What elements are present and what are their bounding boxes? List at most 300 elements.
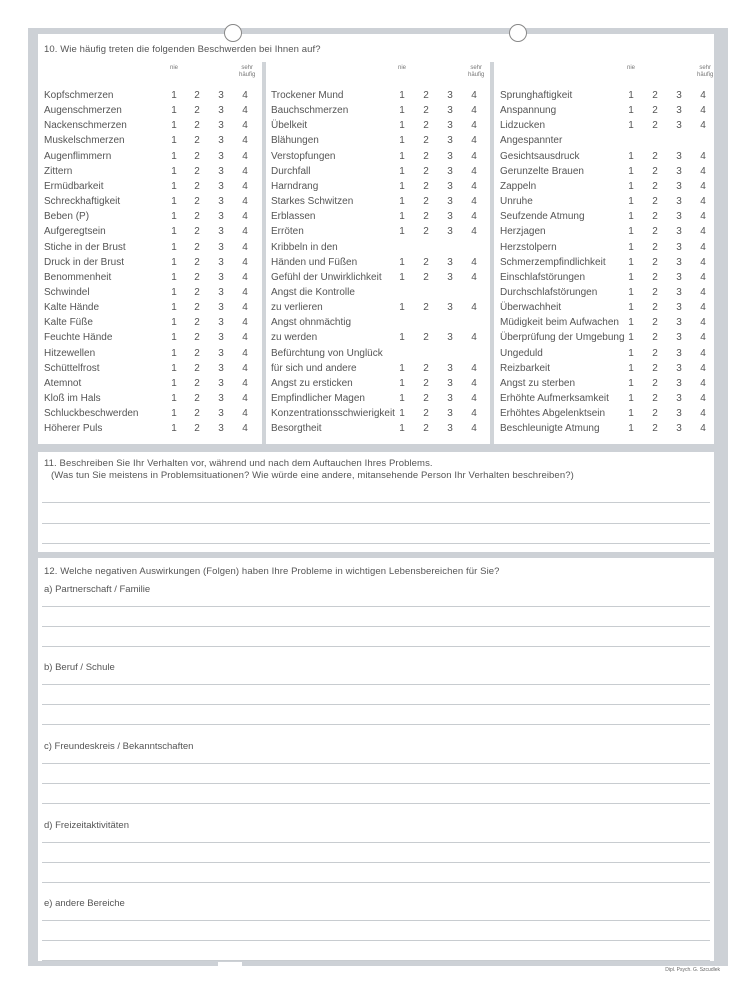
rating-option-3[interactable]: 3	[447, 165, 453, 177]
rating-option-2[interactable]: 2	[194, 196, 200, 208]
rating-option-1[interactable]: 1	[399, 423, 405, 435]
rating-option-4[interactable]: 4	[471, 302, 477, 314]
rating-option-1[interactable]: 1	[171, 286, 177, 298]
rating-option-1[interactable]: 1	[399, 226, 405, 238]
rating-option-4[interactable]: 4	[471, 120, 477, 132]
rating-option-2[interactable]: 2	[194, 105, 200, 117]
symptom-row	[44, 90, 274, 105]
rating-option-1[interactable]: 1	[399, 180, 405, 192]
rating-option-4[interactable]: 4	[700, 393, 706, 404]
symptom-label: Konzentrationsschwierigkeit	[271, 408, 395, 420]
rating-option-2[interactable]: 2	[194, 135, 200, 147]
rating-option-1[interactable]: 1	[399, 120, 405, 132]
rating-option-4[interactable]: 4	[242, 241, 248, 253]
rating-option-3[interactable]: 3	[218, 196, 224, 208]
symptom-label: Erhöhte Aufmerksamkeit	[500, 393, 609, 404]
answer-line[interactable]	[42, 862, 710, 863]
rating-option-2[interactable]: 2	[652, 317, 658, 329]
rating-option-3[interactable]: 3	[447, 226, 453, 238]
rating-option-4[interactable]: 4	[242, 120, 248, 132]
rating-option-3[interactable]: 3	[218, 377, 224, 389]
rating-option-3[interactable]: 3	[218, 150, 224, 162]
rating-option-4[interactable]: 4	[700, 196, 706, 208]
answer-line[interactable]	[42, 960, 710, 961]
rating-option-2[interactable]: 2	[423, 332, 429, 344]
rating-option-1[interactable]: 1	[628, 150, 634, 162]
rating-option-4[interactable]: 4	[700, 332, 706, 344]
rating-option-4[interactable]: 4	[242, 317, 248, 329]
symptom-row	[271, 302, 501, 317]
rating-option-4[interactable]: 4	[700, 150, 706, 162]
rating-option-3[interactable]: 3	[447, 180, 453, 192]
rating-option-2[interactable]: 2	[652, 105, 658, 117]
rating-option-1[interactable]: 1	[399, 105, 405, 117]
rating-option-4[interactable]: 4	[471, 393, 477, 404]
rating-option-1[interactable]: 1	[171, 90, 177, 101]
answer-line[interactable]	[42, 626, 710, 627]
rating-option-1[interactable]: 1	[628, 256, 634, 268]
rating-option-4[interactable]: 4	[242, 256, 248, 268]
rating-option-4[interactable]: 4	[471, 362, 477, 374]
rating-option-4[interactable]: 4	[242, 271, 248, 283]
rating-option-3[interactable]: 3	[447, 408, 453, 420]
rating-option-3[interactable]: 3	[676, 226, 682, 238]
rating-option-1[interactable]: 1	[171, 408, 177, 420]
rating-option-1[interactable]: 1	[399, 150, 405, 162]
rating-option-2[interactable]: 2	[652, 286, 658, 298]
rating-option-3[interactable]: 3	[676, 317, 682, 329]
rating-option-2[interactable]: 2	[194, 347, 200, 359]
rating-option-1[interactable]: 1	[628, 165, 634, 177]
rating-option-4[interactable]: 4	[242, 362, 248, 374]
rating-option-3[interactable]: 3	[447, 302, 453, 314]
rating-option-3[interactable]: 3	[676, 150, 682, 162]
rating-option-1[interactable]: 1	[628, 393, 634, 404]
rating-option-4[interactable]: 4	[471, 408, 477, 420]
symptom-label: Schmerzempfindlichkeit	[500, 256, 606, 268]
answer-line[interactable]	[42, 783, 710, 784]
scale-low-label: nie	[170, 65, 179, 71]
rating-option-2[interactable]: 2	[194, 271, 200, 283]
rating-option-4[interactable]: 4	[700, 211, 706, 223]
rating-option-3[interactable]: 3	[447, 211, 453, 223]
rating-option-1[interactable]: 1	[628, 241, 634, 253]
rating-option-2[interactable]: 2	[423, 211, 429, 223]
rating-option-3[interactable]: 3	[676, 271, 682, 283]
rating-option-1[interactable]: 1	[171, 241, 177, 253]
symptom-label: Besorgtheit	[271, 423, 322, 435]
rating-option-1[interactable]: 1	[171, 211, 177, 223]
area-label: d) Freizeitaktivitäten	[44, 820, 130, 831]
rating-option-4[interactable]: 4	[242, 347, 248, 359]
rating-option-3[interactable]: 3	[676, 165, 682, 177]
rating-option-1[interactable]: 1	[399, 135, 405, 147]
rating-option-2[interactable]: 2	[194, 211, 200, 223]
symptom-label: Zittern	[44, 165, 73, 177]
answer-line[interactable]	[42, 606, 710, 607]
rating-option-4[interactable]: 4	[471, 105, 477, 117]
rating-option-2[interactable]: 2	[194, 241, 200, 253]
rating-option-2[interactable]: 2	[194, 90, 200, 101]
rating-option-4[interactable]: 4	[700, 302, 706, 314]
answer-line[interactable]	[42, 882, 710, 883]
answer-line[interactable]	[42, 920, 710, 921]
rating-option-3[interactable]: 3	[676, 332, 682, 344]
rating-option-3[interactable]: 3	[676, 347, 682, 359]
rating-option-3[interactable]: 3	[676, 256, 682, 268]
rating-option-4[interactable]: 4	[700, 317, 706, 329]
rating-option-1[interactable]: 1	[171, 256, 177, 268]
rating-option-3[interactable]: 3	[676, 377, 682, 389]
rating-option-2[interactable]: 2	[423, 302, 429, 314]
rating-option-1[interactable]: 1	[628, 90, 634, 101]
rating-option-4[interactable]: 4	[242, 165, 248, 177]
symptom-label: Befürchtung von Unglück	[271, 347, 383, 359]
rating-option-4[interactable]: 4	[700, 165, 706, 177]
rating-option-3[interactable]: 3	[447, 135, 453, 147]
rating-option-1[interactable]: 1	[171, 135, 177, 147]
rating-option-2[interactable]: 2	[194, 317, 200, 329]
rating-option-1[interactable]: 1	[171, 423, 177, 435]
rating-option-1[interactable]: 1	[628, 302, 634, 314]
rating-option-2[interactable]: 2	[652, 408, 658, 420]
rating-option-1[interactable]: 1	[171, 347, 177, 359]
rating-option-1[interactable]: 1	[171, 271, 177, 283]
rating-option-2[interactable]: 2	[652, 377, 658, 389]
symptom-label: Ungeduld	[500, 347, 543, 359]
symptom-row	[271, 135, 501, 150]
rating-option-4[interactable]: 4	[471, 150, 477, 162]
rating-option-4[interactable]: 4	[700, 226, 706, 238]
rating-option-4[interactable]: 4	[471, 90, 477, 101]
rating-option-4[interactable]: 4	[242, 302, 248, 314]
rating-option-3[interactable]: 3	[218, 90, 224, 101]
rating-option-2[interactable]: 2	[652, 271, 658, 283]
rating-option-3[interactable]: 3	[218, 256, 224, 268]
rating-option-1[interactable]: 1	[171, 302, 177, 314]
rating-option-4[interactable]: 4	[242, 393, 248, 404]
rating-option-3[interactable]: 3	[676, 393, 682, 404]
rating-option-4[interactable]: 4	[700, 271, 706, 283]
rating-option-3[interactable]: 3	[447, 393, 453, 404]
symptom-row	[500, 363, 730, 378]
rating-option-2[interactable]: 2	[194, 150, 200, 162]
rating-option-3[interactable]: 3	[218, 135, 224, 147]
rating-option-1[interactable]: 1	[399, 393, 405, 404]
rating-option-2[interactable]: 2	[194, 120, 200, 132]
rating-option-2[interactable]: 2	[423, 393, 429, 404]
rating-option-4[interactable]: 4	[471, 211, 477, 223]
rating-option-4[interactable]: 4	[471, 271, 477, 283]
rating-option-2[interactable]: 2	[194, 165, 200, 177]
scale-low-label: nie	[627, 65, 636, 71]
rating-option-4[interactable]: 4	[242, 90, 248, 101]
rating-option-2[interactable]: 2	[423, 423, 429, 435]
rating-option-3[interactable]: 3	[676, 302, 682, 314]
rating-option-3[interactable]: 3	[447, 271, 453, 283]
rating-option-1[interactable]: 1	[399, 332, 405, 344]
rating-option-4[interactable]: 4	[700, 180, 706, 192]
rating-option-4[interactable]: 4	[242, 423, 248, 435]
rating-option-1[interactable]: 1	[171, 105, 177, 117]
rating-option-2[interactable]: 2	[652, 165, 658, 177]
symptom-row	[500, 302, 730, 317]
rating-option-2[interactable]: 2	[652, 347, 658, 359]
symptom-row	[500, 242, 730, 257]
rating-option-1[interactable]: 1	[628, 180, 634, 192]
rating-option-4[interactable]: 4	[471, 135, 477, 147]
rating-option-4[interactable]: 4	[700, 408, 706, 420]
rating-option-2[interactable]: 2	[652, 226, 658, 238]
rating-option-3[interactable]: 3	[447, 362, 453, 374]
rating-option-4[interactable]: 4	[471, 226, 477, 238]
rating-option-2[interactable]: 2	[423, 135, 429, 147]
rating-option-3[interactable]: 3	[447, 120, 453, 132]
rating-option-1[interactable]: 1	[399, 256, 405, 268]
rating-option-1[interactable]: 1	[628, 271, 634, 283]
rating-option-2[interactable]: 2	[194, 256, 200, 268]
rating-option-2[interactable]: 2	[652, 241, 658, 253]
rating-option-2[interactable]: 2	[423, 150, 429, 162]
rating-option-1[interactable]: 1	[171, 317, 177, 329]
rating-option-3[interactable]: 3	[218, 120, 224, 132]
rating-option-1[interactable]: 1	[399, 211, 405, 223]
rating-option-2[interactable]: 2	[423, 196, 429, 208]
symptom-label: Angst die Kontrolle	[271, 286, 355, 298]
rating-option-4[interactable]: 4	[242, 135, 248, 147]
rating-option-2[interactable]: 2	[652, 302, 658, 314]
answer-line[interactable]	[42, 763, 710, 764]
rating-option-4[interactable]: 4	[700, 90, 706, 101]
rating-option-2[interactable]: 2	[194, 180, 200, 192]
rating-option-3[interactable]: 3	[218, 332, 224, 344]
answer-line[interactable]	[42, 704, 710, 705]
rating-option-3[interactable]: 3	[676, 241, 682, 253]
rating-option-1[interactable]: 1	[171, 393, 177, 404]
rating-option-1[interactable]: 1	[171, 196, 177, 208]
symptom-row	[500, 120, 730, 135]
rating-option-2[interactable]: 2	[652, 196, 658, 208]
rating-option-4[interactable]: 4	[471, 196, 477, 208]
rating-option-3[interactable]: 3	[676, 180, 682, 192]
rating-option-1[interactable]: 1	[171, 377, 177, 389]
rating-option-3[interactable]: 3	[447, 90, 453, 101]
rating-option-2[interactable]: 2	[652, 393, 658, 404]
rating-option-3[interactable]: 3	[218, 271, 224, 283]
rating-option-2[interactable]: 2	[194, 226, 200, 238]
rating-option-3[interactable]: 3	[676, 286, 682, 298]
rating-option-2[interactable]: 2	[652, 332, 658, 344]
symptom-label: Druck in der Brust	[44, 256, 125, 268]
rating-option-3[interactable]: 3	[676, 211, 682, 223]
rating-option-3[interactable]: 3	[218, 347, 224, 359]
rating-option-1[interactable]: 1	[171, 332, 177, 344]
rating-option-1[interactable]: 1	[171, 150, 177, 162]
rating-option-3[interactable]: 3	[447, 196, 453, 208]
rating-option-1[interactable]: 1	[171, 226, 177, 238]
symptom-label: Ermüdbarkeit	[44, 180, 104, 192]
rating-option-3[interactable]: 3	[218, 226, 224, 238]
answer-line[interactable]	[42, 502, 710, 503]
rating-option-4[interactable]: 4	[242, 332, 248, 344]
rating-option-3[interactable]: 3	[447, 332, 453, 344]
rating-option-2[interactable]: 2	[652, 211, 658, 223]
rating-option-3[interactable]: 3	[676, 90, 682, 101]
rating-option-3[interactable]: 3	[218, 408, 224, 420]
rating-option-2[interactable]: 2	[194, 393, 200, 404]
rating-option-1[interactable]: 1	[628, 105, 634, 117]
rating-option-2[interactable]: 2	[194, 408, 200, 420]
rating-option-3[interactable]: 3	[676, 120, 682, 132]
rating-option-3[interactable]: 3	[218, 241, 224, 253]
rating-option-4[interactable]: 4	[242, 286, 248, 298]
rating-option-4[interactable]: 4	[471, 332, 477, 344]
rating-option-1[interactable]: 1	[628, 226, 634, 238]
rating-option-4[interactable]: 4	[700, 105, 706, 117]
rating-option-4[interactable]: 4	[242, 196, 248, 208]
rating-option-4[interactable]: 4	[471, 256, 477, 268]
rating-option-3[interactable]: 3	[676, 408, 682, 420]
rating-option-1[interactable]: 1	[628, 332, 634, 344]
symptom-label: Empfindlicher Magen	[271, 393, 365, 404]
rating-option-2[interactable]: 2	[423, 180, 429, 192]
rating-option-2[interactable]: 2	[652, 90, 658, 101]
symptom-row	[500, 257, 730, 272]
rating-option-3[interactable]: 3	[218, 105, 224, 117]
rating-option-1[interactable]: 1	[399, 165, 405, 177]
rating-option-2[interactable]: 2	[423, 165, 429, 177]
rating-option-2[interactable]: 2	[423, 377, 429, 389]
rating-option-1[interactable]: 1	[399, 362, 405, 374]
rating-option-1[interactable]: 1	[628, 377, 634, 389]
rating-option-4[interactable]: 4	[700, 256, 706, 268]
rating-option-4[interactable]: 4	[242, 180, 248, 192]
rating-option-2[interactable]: 2	[194, 377, 200, 389]
answer-line[interactable]	[42, 940, 710, 941]
rating-option-4[interactable]: 4	[242, 226, 248, 238]
rating-option-4[interactable]: 4	[700, 241, 706, 253]
rating-option-2[interactable]: 2	[194, 286, 200, 298]
rating-option-2[interactable]: 2	[423, 362, 429, 374]
rating-option-3[interactable]: 3	[218, 393, 224, 404]
rating-option-2[interactable]: 2	[423, 90, 429, 101]
rating-option-4[interactable]: 4	[242, 105, 248, 117]
rating-option-4[interactable]: 4	[242, 408, 248, 420]
rating-option-2[interactable]: 2	[652, 150, 658, 162]
rating-option-1[interactable]: 1	[399, 90, 405, 101]
rating-option-1[interactable]: 1	[628, 286, 634, 298]
rating-option-4[interactable]: 4	[242, 150, 248, 162]
answer-line[interactable]	[42, 646, 710, 647]
rating-option-4[interactable]: 4	[242, 377, 248, 389]
rating-option-1[interactable]: 1	[399, 271, 405, 283]
rating-option-2[interactable]: 2	[194, 362, 200, 374]
rating-option-1[interactable]: 1	[628, 423, 634, 435]
rating-option-4[interactable]: 4	[471, 423, 477, 435]
rating-option-2[interactable]: 2	[423, 120, 429, 132]
rating-option-2[interactable]: 2	[652, 362, 658, 374]
rating-option-2[interactable]: 2	[652, 256, 658, 268]
rating-option-2[interactable]: 2	[423, 226, 429, 238]
rating-option-2[interactable]: 2	[652, 423, 658, 435]
rating-option-1[interactable]: 1	[628, 408, 634, 420]
rating-option-3[interactable]: 3	[218, 211, 224, 223]
rating-option-3[interactable]: 3	[218, 165, 224, 177]
rating-option-1[interactable]: 1	[628, 362, 634, 374]
rating-option-1[interactable]: 1	[628, 211, 634, 223]
rating-option-3[interactable]: 3	[218, 180, 224, 192]
rating-option-4[interactable]: 4	[471, 180, 477, 192]
rating-option-3[interactable]: 3	[676, 105, 682, 117]
rating-option-1[interactable]: 1	[399, 377, 405, 389]
answer-line[interactable]	[42, 543, 710, 544]
rating-option-1[interactable]: 1	[171, 362, 177, 374]
answer-line[interactable]	[42, 684, 710, 685]
rating-option-4[interactable]: 4	[700, 120, 706, 132]
rating-option-3[interactable]: 3	[218, 302, 224, 314]
symptom-row	[500, 317, 730, 332]
rating-option-2[interactable]: 2	[194, 302, 200, 314]
rating-option-1[interactable]: 1	[628, 120, 634, 132]
rating-option-1[interactable]: 1	[628, 317, 634, 329]
rating-option-3[interactable]: 3	[676, 423, 682, 435]
answer-line[interactable]	[42, 724, 710, 725]
rating-option-4[interactable]: 4	[242, 211, 248, 223]
rating-option-3[interactable]: 3	[218, 423, 224, 435]
rating-option-1[interactable]: 1	[399, 302, 405, 314]
symptom-row	[500, 393, 730, 408]
rating-option-2[interactable]: 2	[423, 105, 429, 117]
rating-option-3[interactable]: 3	[447, 377, 453, 389]
rating-option-4[interactable]: 4	[700, 347, 706, 359]
rating-option-3[interactable]: 3	[447, 150, 453, 162]
rating-option-4[interactable]: 4	[471, 165, 477, 177]
rating-option-3[interactable]: 3	[447, 105, 453, 117]
answer-line[interactable]	[42, 523, 710, 524]
rating-option-1[interactable]: 1	[171, 180, 177, 192]
rating-option-4[interactable]: 4	[700, 362, 706, 374]
rating-option-2[interactable]: 2	[652, 180, 658, 192]
rating-option-3[interactable]: 3	[676, 196, 682, 208]
rating-option-1[interactable]: 1	[171, 120, 177, 132]
rating-option-4[interactable]: 4	[700, 423, 706, 435]
rating-option-3[interactable]: 3	[447, 256, 453, 268]
rating-option-3[interactable]: 3	[218, 362, 224, 374]
rating-option-2[interactable]: 2	[423, 256, 429, 268]
rating-option-4[interactable]: 4	[471, 377, 477, 389]
symptom-label: Höherer Puls	[44, 423, 103, 435]
rating-option-1[interactable]: 1	[399, 196, 405, 208]
rating-option-2[interactable]: 2	[423, 271, 429, 283]
rating-option-3[interactable]: 3	[218, 286, 224, 298]
answer-line[interactable]	[42, 842, 710, 843]
rating-option-1[interactable]: 1	[171, 165, 177, 177]
rating-option-3[interactable]: 3	[676, 362, 682, 374]
rating-option-4[interactable]: 4	[700, 286, 706, 298]
answer-line[interactable]	[42, 803, 710, 804]
rating-option-2[interactable]: 2	[194, 332, 200, 344]
symptom-row	[271, 105, 501, 120]
rating-option-1[interactable]: 1	[628, 347, 634, 359]
rating-option-2[interactable]: 2	[423, 408, 429, 420]
rating-option-4[interactable]: 4	[700, 377, 706, 389]
rating-option-3[interactable]: 3	[447, 423, 453, 435]
rating-option-3[interactable]: 3	[218, 317, 224, 329]
rating-option-1[interactable]: 1	[628, 196, 634, 208]
rating-option-2[interactable]: 2	[194, 423, 200, 435]
rating-option-2[interactable]: 2	[652, 120, 658, 132]
rating-option-1[interactable]: 1	[399, 408, 405, 420]
